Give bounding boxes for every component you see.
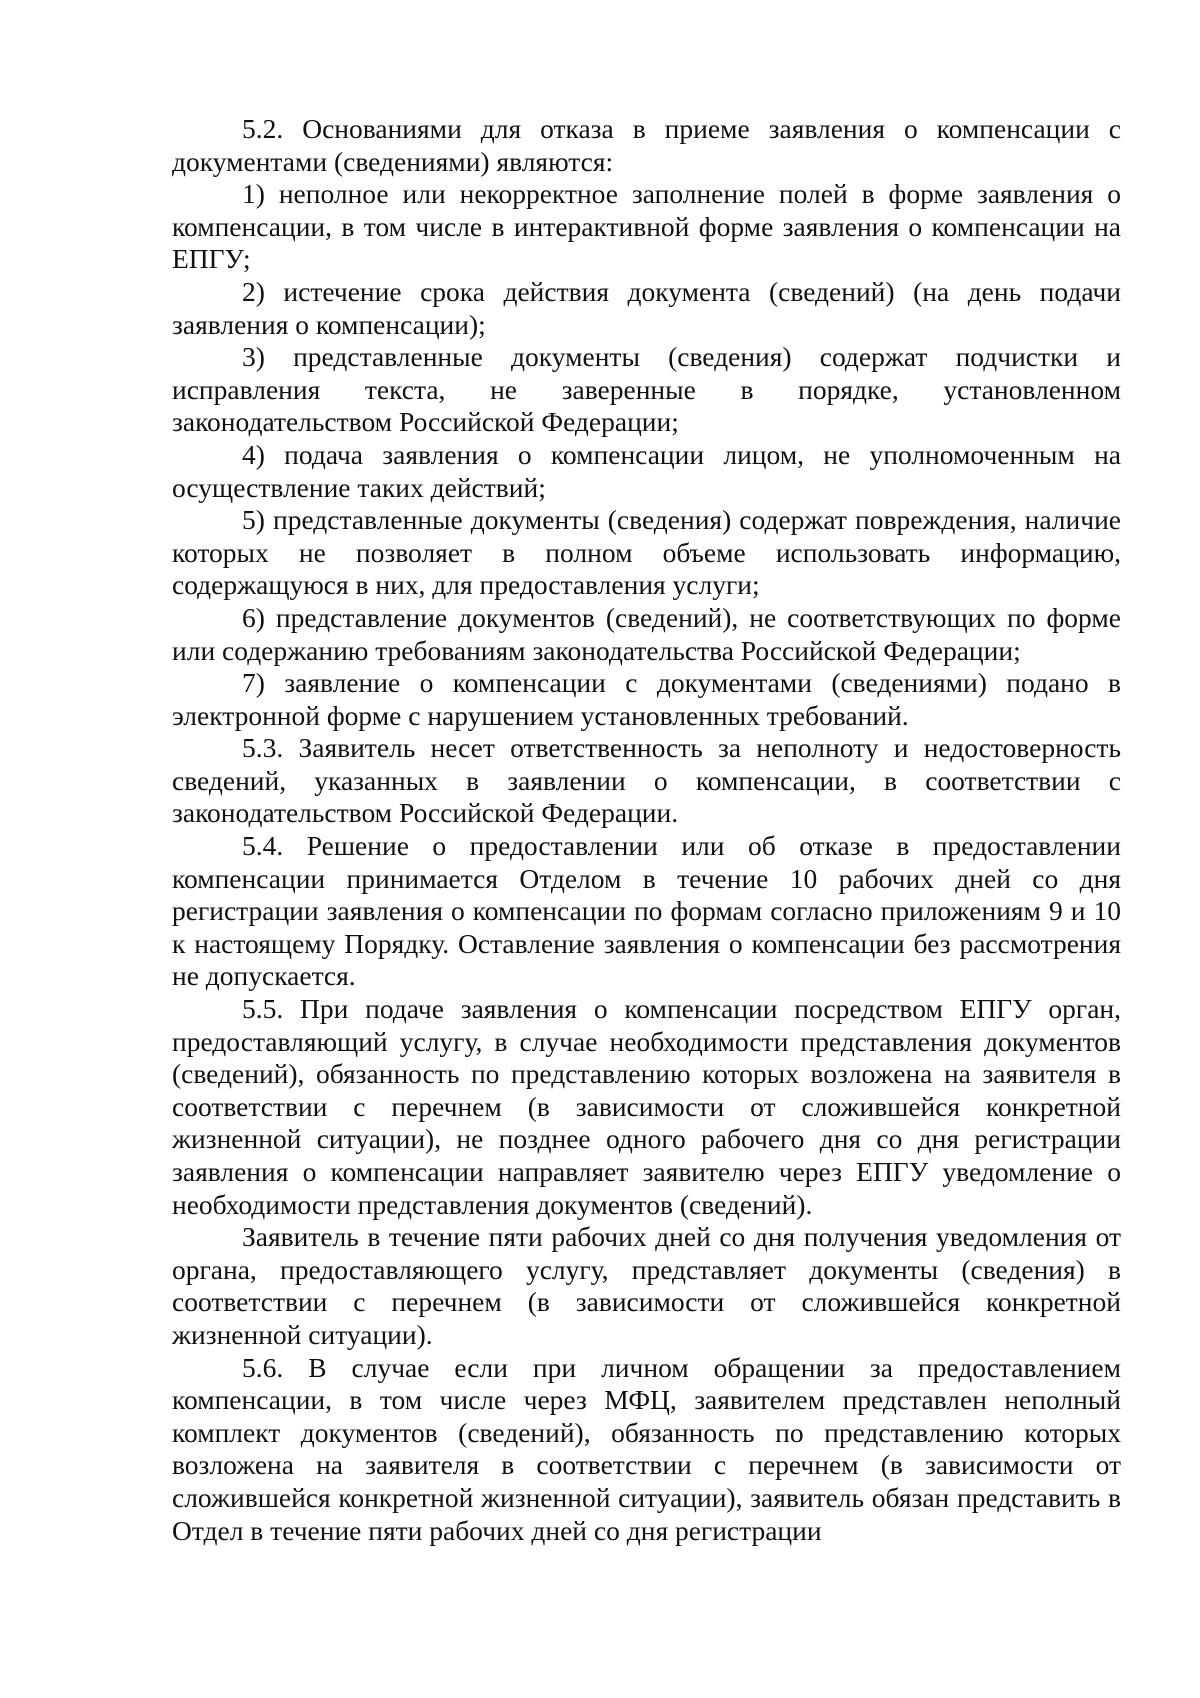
paragraph-5-2: 5.2. Основаниями для отказа в приеме заявления о компенсации с документами (сведениями) являются: bbox=[172, 113, 1121, 177]
paragraph-5-5: 5.5. При подаче заявления о компенсации посредством ЕПГУ орган, предоставляющий услугу, в случае необходимости представления документов (сведений), обязанность по представлению которых возложена на заявителя в соответствии с перечнем (в зависимости от сложившейся конкретной жизненной ситуации), не позднее одного рабочего дня со дня регистрации заявления о компенсации направляет заявителю через ЕПГУ уведомление о необходимости представления документов (сведений). bbox=[172, 993, 1121, 1220]
paragraph-5-6: 5.6. В случае если при личном обращении за предоставлением компенсации, в том числе через МФЦ, заявителем представлен неполный комплект документов (сведений), обязанность по представлению которых возложена на заявителя в соответствии с перечнем (в зависимости от сложившейся конкретной жизненной ситуации), заявитель обязан представить в Отдел в течение пяти рабочих дней со дня регистрации bbox=[172, 1351, 1121, 1546]
document-page bbox=[172, 113, 1121, 1547]
list-item-5: 5) представленные документы (сведения) содержат повреждения, наличие которых не позволяет в полном объеме использовать информацию, содержащуюся в них, для предоставления услуги; bbox=[172, 504, 1121, 601]
list-item-2: 2) истечение срока действия документа (сведений) (на день подачи заявления о компенсации); bbox=[172, 275, 1121, 340]
paragraph-applicant-notice: Заявитель в течение пяти рабочих дней со дня получения уведомления от органа, предоставляющего услугу, представляет документы (сведения) в соответствии с перечнем (в зависимости от сложившейся конкретной жизненной ситуации). bbox=[172, 1221, 1121, 1350]
paragraph-5-3: 5.3. Заявитель несет ответственность за неполноту и недостоверность сведений, указанных в заявлении о компенсации, в соответствии с законодательством Российской Федерации. bbox=[172, 732, 1121, 829]
list-item-6: 6) представление документов (сведений), не соответствующих по форме или содержанию требованиям законодательства Российской Федерации; bbox=[172, 601, 1121, 666]
list-item-1: 1) неполное или некорректное заполнение полей в форме заявления о компенсации, в том числе в интерактивной форме заявления о компенсации на ЕПГУ; bbox=[172, 178, 1121, 275]
list-item-4: 4) подача заявления о компенсации лицом, не уполномоченным на осуществление таких действий; bbox=[172, 438, 1121, 503]
list-item-7: 7) заявление о компенсации с документами (сведениями) подано в электронной форме с нарушением установленных требований. bbox=[172, 667, 1121, 731]
paragraph-5-4: 5.4. Решение о предоставлении или об отказе в предоставлении компенсации принимается Отделом в течение 10 рабочих дней со дня регистрации заявления о компенсации по формам согласно приложениям 9 и 10 к настоящему Порядку. Оставление заявления о компенсации без рассмотрения не допускается. bbox=[172, 830, 1121, 992]
list-item-3: 3) представленные документы (сведения) содержат подчистки и исправления текста, не заверенные в порядке, установленном законодательством Российской Федерации; bbox=[172, 341, 1121, 438]
